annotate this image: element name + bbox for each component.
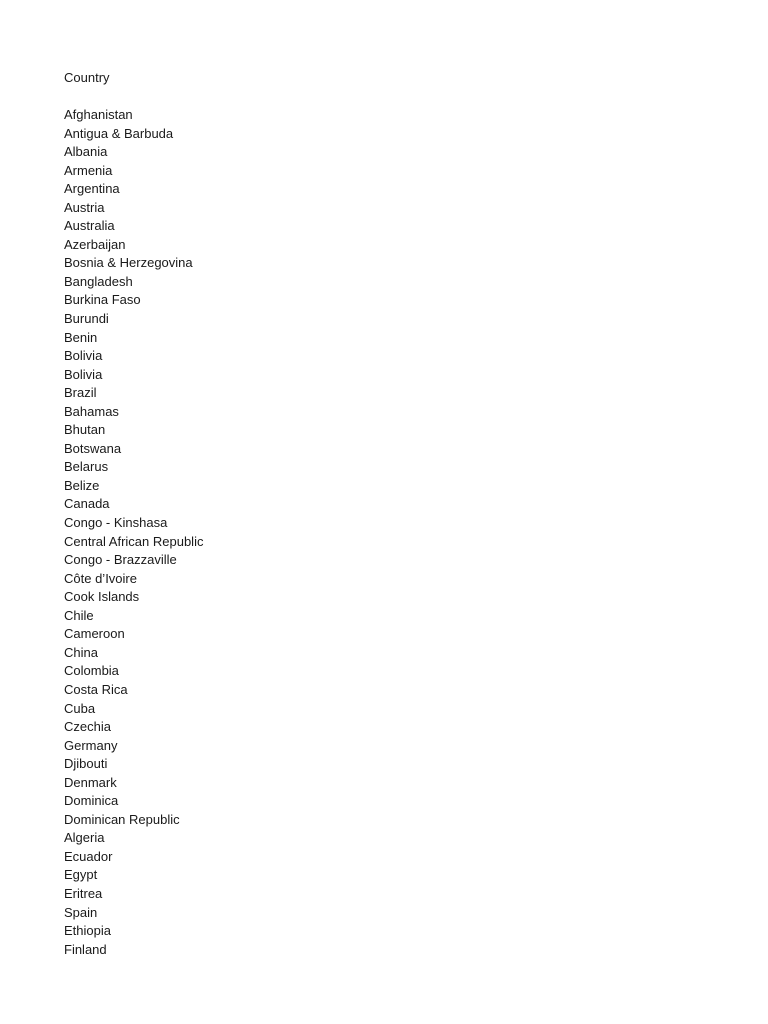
country-item: China bbox=[64, 644, 98, 660]
country-item: Denmark bbox=[64, 774, 117, 790]
country-item: Ecuador bbox=[64, 848, 113, 864]
country-item: Colombia bbox=[64, 663, 119, 679]
country-item: Congo - Kinshasa bbox=[64, 515, 168, 531]
country-item: Eritrea bbox=[64, 885, 103, 901]
country-item: Canada bbox=[64, 496, 110, 512]
country-item: Afghanistan bbox=[64, 107, 133, 122]
country-item: Botswana bbox=[64, 440, 122, 456]
country-item: Belize bbox=[64, 477, 100, 493]
country-item: Costa Rica bbox=[64, 681, 128, 697]
country-item: Dominica bbox=[64, 793, 119, 809]
country-item: Cuba bbox=[64, 700, 96, 716]
country-item: Bolivia bbox=[64, 348, 103, 364]
country-item: Burundi bbox=[64, 311, 109, 327]
country-item: Armenia bbox=[64, 162, 113, 178]
country-item: Brazil bbox=[64, 385, 97, 401]
country-item: Belarus bbox=[64, 459, 109, 475]
country-item: Bahamas bbox=[64, 403, 119, 419]
country-item: Argentina bbox=[64, 181, 120, 197]
country-item: Ethiopia bbox=[64, 923, 111, 939]
country-item: Bolivia bbox=[64, 366, 103, 382]
country-list bbox=[64, 106, 203, 959]
country-item: Bhutan bbox=[64, 422, 106, 438]
country-item: Djibouti bbox=[64, 756, 108, 772]
country-item: Central African Republic bbox=[64, 533, 204, 549]
country-item: Egypt bbox=[64, 867, 98, 883]
column-header: Country bbox=[64, 70, 110, 85]
country-item: Azerbaijan bbox=[64, 236, 126, 252]
country-item: Albania bbox=[64, 144, 108, 160]
country-item: Burkina Faso bbox=[64, 292, 141, 308]
country-item: Chile bbox=[64, 607, 94, 623]
country-item: Dominican Republic bbox=[64, 811, 180, 827]
country-item: Cook Islands bbox=[64, 589, 140, 605]
country-item: Côte d’Ivoire bbox=[64, 570, 137, 586]
country-item: Germany bbox=[64, 737, 118, 753]
country-item: Congo - Brazzaville bbox=[64, 552, 177, 568]
country-item: Finland bbox=[64, 941, 107, 957]
country-item: Cameroon bbox=[64, 626, 125, 642]
country-item: Spain bbox=[64, 904, 98, 920]
country-item: Bangladesh bbox=[64, 273, 133, 289]
country-item: Algeria bbox=[64, 830, 105, 846]
country-item: Bosnia & Herzegovina bbox=[64, 255, 193, 271]
country-item: Czechia bbox=[64, 719, 111, 735]
country-item: Benin bbox=[64, 329, 98, 345]
country-item: Australia bbox=[64, 218, 115, 234]
country-item: Austria bbox=[64, 199, 105, 215]
country-item: Antigua & Barbuda bbox=[64, 125, 174, 141]
